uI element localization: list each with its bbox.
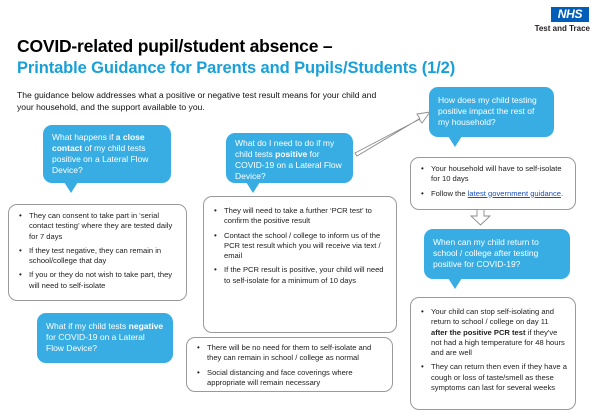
answer-box-return [410, 297, 576, 410]
answer-box-negative [186, 337, 393, 392]
question-text: for COVID-19 on a Lateral Flow Device? [235, 149, 342, 181]
list-item-emphasis: after the positive PCR test [431, 327, 526, 337]
question-bubble-return [424, 229, 570, 279]
question-text: of my child tests positive on a Lateral Flow Device? [52, 143, 149, 175]
list-item: • If the PCR result is positive, your child will need to self-isolate for a minimum of 10 days [212, 265, 388, 286]
list-item: • If you or they do not wish to take part, they will need to self-isolate [17, 270, 178, 291]
nhs-logo-subtitle: Test and Trace [534, 24, 590, 33]
nhs-logo: NHS [551, 7, 589, 22]
list-item-text: Follow the [431, 188, 468, 198]
question-text: What do I need to do if my child tests [235, 138, 335, 159]
list-item: • They can return then even if they have a cough or loss of taste/smell as these symptoms can last for several weeks [419, 362, 567, 393]
list-item: • Contact the school / college to inform us of the PCR test result which you will receive via text / email [212, 231, 388, 262]
list-item: • They can consent to take part in ‘serial contact testing’ where they are tested daily for 7 days [17, 211, 178, 242]
list-item [419, 189, 567, 199]
answer-box-positive [203, 196, 397, 333]
arrow-q2-to-q3 [355, 112, 430, 156]
answer-box-close-contact [8, 204, 187, 301]
question-emphasis: negative [128, 321, 164, 331]
list-item: • Your household will have to self-isolate for 10 days [419, 164, 567, 185]
question-text: How does my child testing positive impact the rest of my household? [438, 95, 537, 127]
question-emphasis: a close contact [52, 132, 145, 153]
question-bubble-negative [37, 313, 173, 363]
question-text: What happens if [52, 132, 116, 142]
question-bubble-close-contact [43, 125, 171, 183]
list-item: • They will need to take a further ‘PCR test’ to confirm the positive result [212, 206, 388, 227]
list-item: • There will be no need for them to self-isolate and they can remain in school / college as normal [195, 343, 384, 364]
question-text: for COVID-19 on a Lateral Flow Device? [46, 332, 145, 353]
intro-text: The guidance below addresses what a positive or negative test result means for your child and your household, and the support available to you. [17, 90, 377, 112]
question-bubble-household [429, 87, 554, 137]
answer-box-household [410, 157, 576, 210]
list-item-text: Your child can stop self-isolating and return to school / college on day 11 [431, 307, 554, 327]
bubble-tail [448, 278, 462, 289]
list-item-text: if they've not had a high temperature for 48 hours and are well [431, 327, 565, 358]
bubble-tail [448, 136, 462, 147]
question-text: What if my child tests [46, 321, 129, 331]
list-item-text: . [561, 188, 564, 198]
question-emphasis: positive [275, 149, 308, 159]
question-text: When can my child return to school / college after testing positive for COVID-19? [433, 237, 539, 269]
bubble-tail [64, 182, 78, 193]
list-item: • If they test negative, they can remain in school/college that day [17, 246, 178, 267]
government-guidance-link[interactable]: latest government guidance [467, 188, 562, 198]
bubble-tail [246, 182, 260, 193]
page-subtitle: Printable Guidance for Parents and Pupils/Students (1/2) [17, 59, 456, 77]
page-title: COVID-related pupil/student absence – [17, 36, 333, 56]
question-bubble-positive [226, 133, 353, 183]
list-item [419, 307, 567, 358]
list-item: • Social distancing and face coverings where appropriate will remain necessary [195, 368, 384, 389]
